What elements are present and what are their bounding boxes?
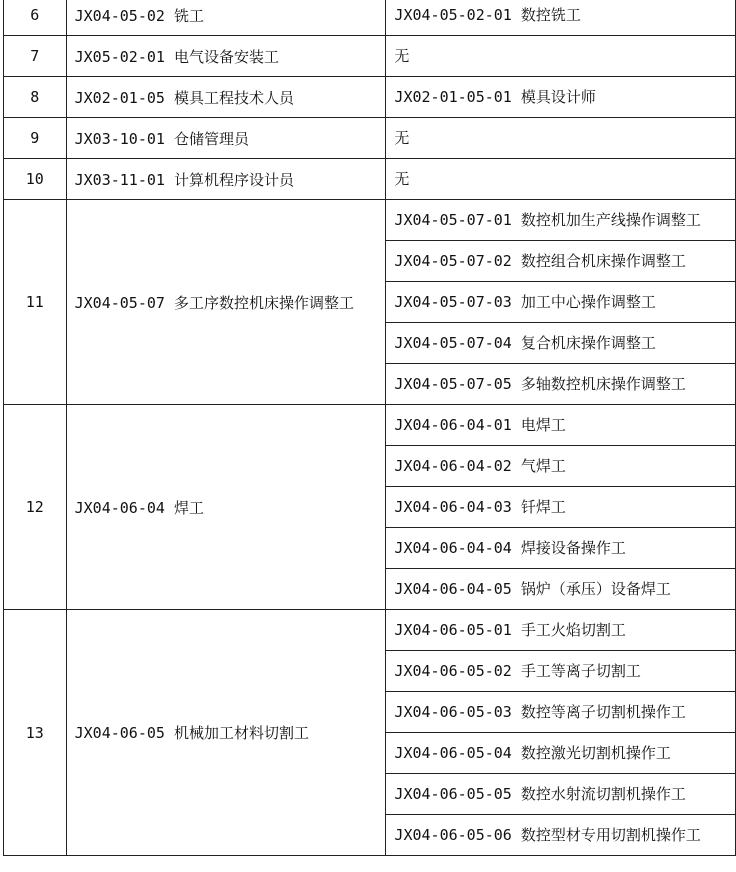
sub-occupation-cell: JX04-05-07-02 数控组合机床操作调整工 [386, 241, 736, 282]
occupation-table [3, 0, 736, 856]
occupation-cell: JX05-02-01 电气设备安装工 [66, 36, 386, 77]
table-row [4, 36, 736, 77]
sub-occupation-cell: JX04-05-07-04 复合机床操作调整工 [386, 323, 736, 364]
occupation-cell: JX02-01-05 模具工程技术人员 [66, 77, 386, 118]
sub-occupation-cell: JX04-06-04-04 焊接设备操作工 [386, 528, 736, 569]
sub-occupation-cell: JX04-06-05-01 手工火焰切割工 [386, 610, 736, 651]
sub-occupation-cell: JX04-05-07-03 加工中心操作调整工 [386, 282, 736, 323]
occupation-cell: JX04-05-02 铣工 [66, 0, 386, 36]
sub-occupation-cell: JX04-06-05-03 数控等离子切割机操作工 [386, 692, 736, 733]
sub-occupation-cell: JX04-05-07-05 多轴数控机床操作调整工 [386, 364, 736, 405]
sub-occupation-cell: JX04-06-04-03 钎焊工 [386, 487, 736, 528]
sub-occupation-cell: 无 [386, 159, 736, 200]
sub-occupation-cell: 无 [386, 118, 736, 159]
row-number: 10 [4, 159, 67, 200]
occupation-table-body [4, 0, 736, 856]
sub-occupation-cell: 无 [386, 36, 736, 77]
sub-occupation-cell: JX04-05-07-01 数控机加生产线操作调整工 [386, 200, 736, 241]
occupation-cell: JX04-06-04 焊工 [66, 405, 386, 610]
table-row [4, 118, 736, 159]
table-row [4, 77, 736, 118]
row-number: 11 [4, 200, 67, 405]
sub-occupation-cell: JX04-05-02-01 数控铣工 [386, 0, 736, 36]
table-row [4, 610, 736, 651]
sub-occupation-cell: JX04-06-04-05 锅炉（承压）设备焊工 [386, 569, 736, 610]
sub-occupation-cell: JX04-06-05-04 数控激光切割机操作工 [386, 733, 736, 774]
occupation-cell: JX04-06-05 机械加工材料切割工 [66, 610, 386, 856]
sub-occupation-cell: JX04-06-05-02 手工等离子切割工 [386, 651, 736, 692]
table-row [4, 200, 736, 241]
row-number: 7 [4, 36, 67, 77]
row-number: 8 [4, 77, 67, 118]
sub-occupation-cell: JX04-06-04-02 气焊工 [386, 446, 736, 487]
table-row [4, 159, 736, 200]
occupation-cell: JX04-05-07 多工序数控机床操作调整工 [66, 200, 386, 405]
occupation-cell: JX03-11-01 计算机程序设计员 [66, 159, 386, 200]
table-row [4, 405, 736, 446]
sub-occupation-cell: JX02-01-05-01 模具设计师 [386, 77, 736, 118]
sub-occupation-cell: JX04-06-05-06 数控型材专用切割机操作工 [386, 815, 736, 856]
row-number: 12 [4, 405, 67, 610]
sub-occupation-cell: JX04-06-04-01 电焊工 [386, 405, 736, 446]
sub-occupation-cell: JX04-06-05-05 数控水射流切割机操作工 [386, 774, 736, 815]
row-number: 13 [4, 610, 67, 856]
row-number: 9 [4, 118, 67, 159]
row-number: 6 [4, 0, 67, 36]
occupation-cell: JX03-10-01 仓储管理员 [66, 118, 386, 159]
table-row [4, 0, 736, 36]
